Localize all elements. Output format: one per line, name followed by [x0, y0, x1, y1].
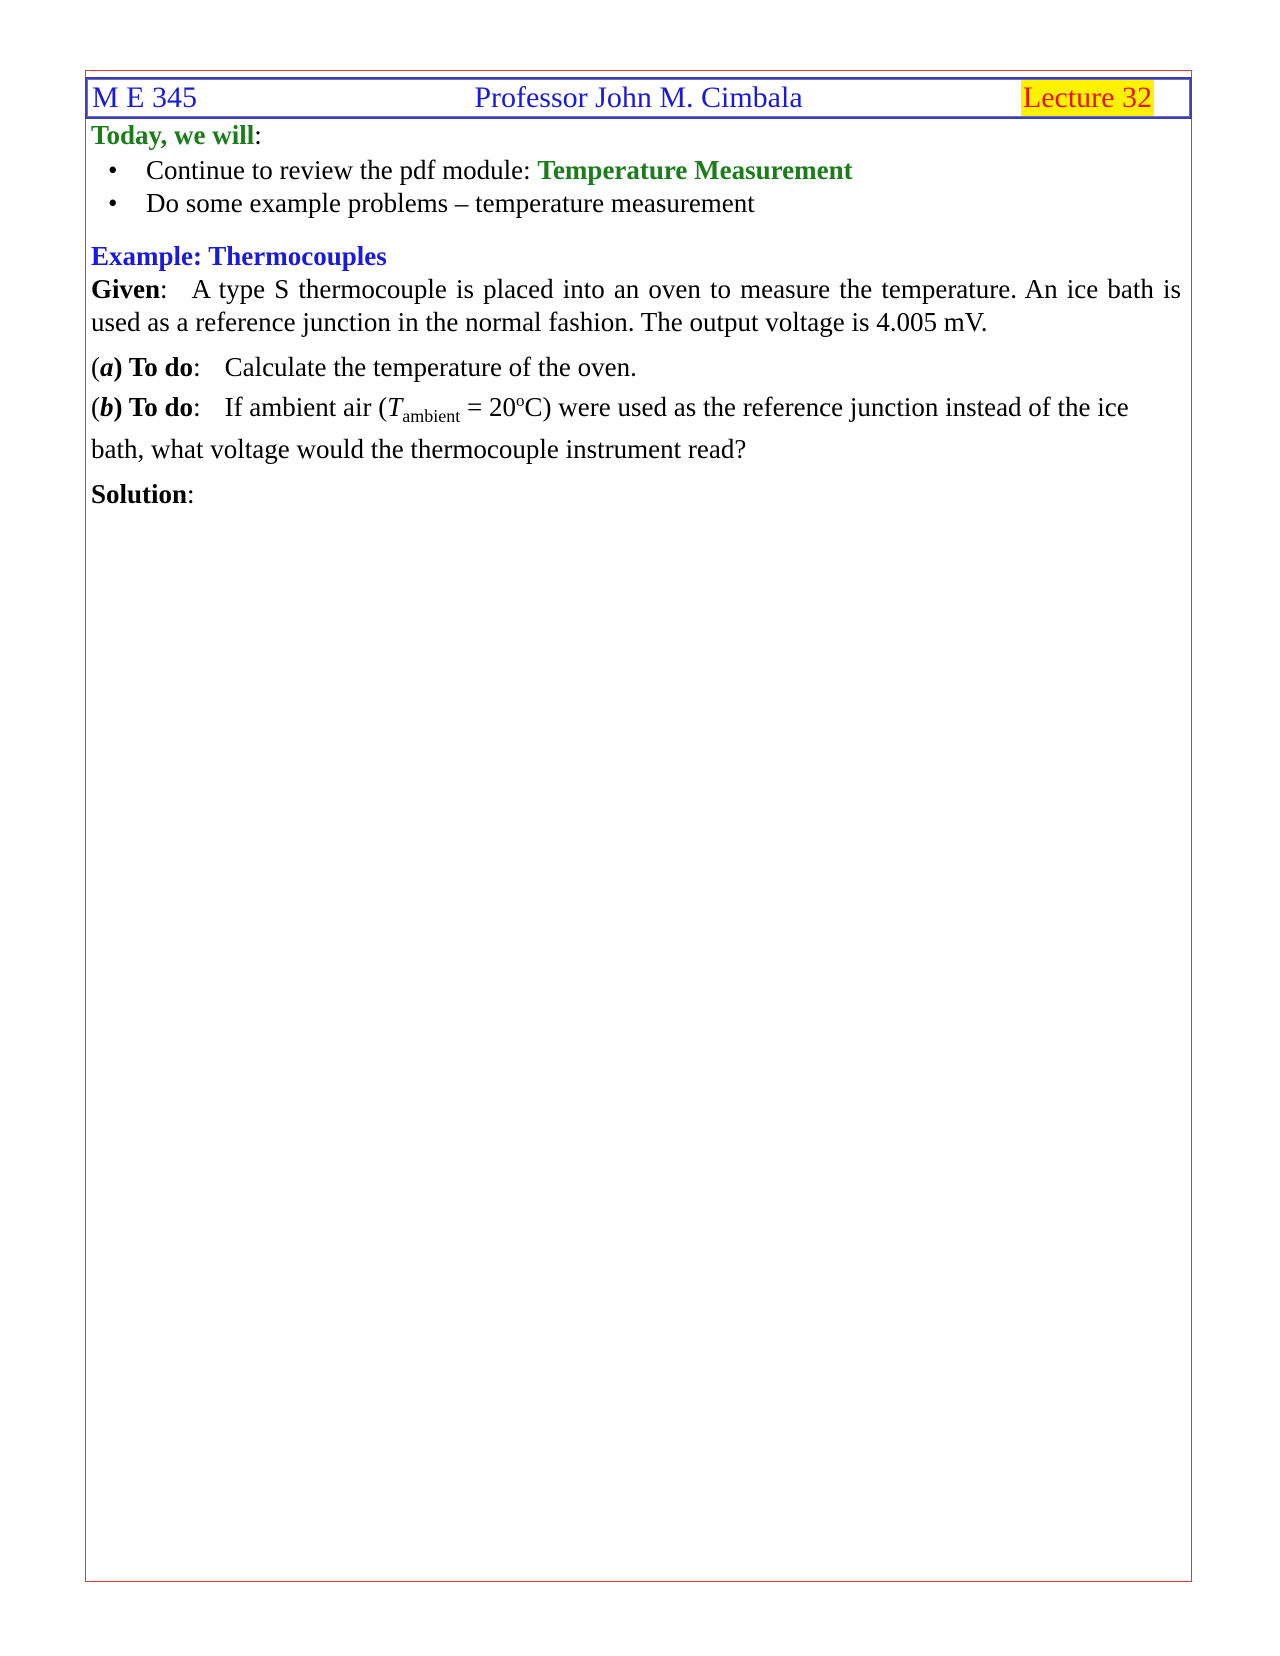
- agenda-item-text: Do some example problems – temperature measurement: [146, 188, 755, 218]
- agenda-list: [91, 154, 1181, 220]
- given-label: Given: [91, 274, 161, 304]
- agenda-item: [91, 154, 1181, 187]
- lecture-header: [85, 77, 1192, 119]
- agenda-item: [91, 187, 1181, 220]
- solution-heading: Solution:: [91, 479, 195, 509]
- lecture-number: Lecture 32: [1022, 81, 1152, 114]
- professor-name: Professor John M. Cimbala: [474, 81, 803, 114]
- todo-part-b: (b) To do: If ambient air $(T_{ambient} = 20^oC)$ were used as the reference junction instead of the ice bath, what voltage would the thermocouple instrument read?: [91, 391, 1129, 464]
- todo-list: [91, 351, 1181, 466]
- todo-text: Calculate the temperature of the oven.: [224, 352, 637, 382]
- degree-superscript: o: [516, 391, 525, 410]
- bullet-icon: •: [108, 155, 118, 185]
- course-code: M E 345: [92, 81, 197, 114]
- todo-label: To do: [128, 392, 194, 422]
- module-name: Temperature Measurement: [537, 155, 853, 185]
- subscript: ambient: [402, 406, 461, 426]
- part-letter: b: [100, 392, 114, 422]
- given-text: A type S thermocouple is placed into an oven to measure the temperature. An ice bath is used as a reference junction in the normal fashion. The output voltage is 4.005 mV.: [91, 274, 1181, 337]
- temperature-symbol: T: [387, 392, 403, 422]
- agenda-heading: Today, we will:: [91, 120, 262, 150]
- todo-label: To do: [128, 352, 194, 382]
- bullet-icon: •: [108, 188, 118, 218]
- part-letter: a: [100, 352, 114, 382]
- lecture-body: [91, 119, 1181, 511]
- example-title: Example: Thermocouples: [91, 241, 387, 271]
- agenda-item-text: Continue to review the pdf module:: [146, 155, 538, 185]
- given-statement: Given: A type S thermocouple is placed into an oven to measure the temperature. An ice bath is used as a reference junction in the normal fashion. The output voltage is 4.005 mV.: [91, 274, 1181, 337]
- todo-part-a: (a) To do: Calculate the temperature of the oven.: [91, 352, 637, 382]
